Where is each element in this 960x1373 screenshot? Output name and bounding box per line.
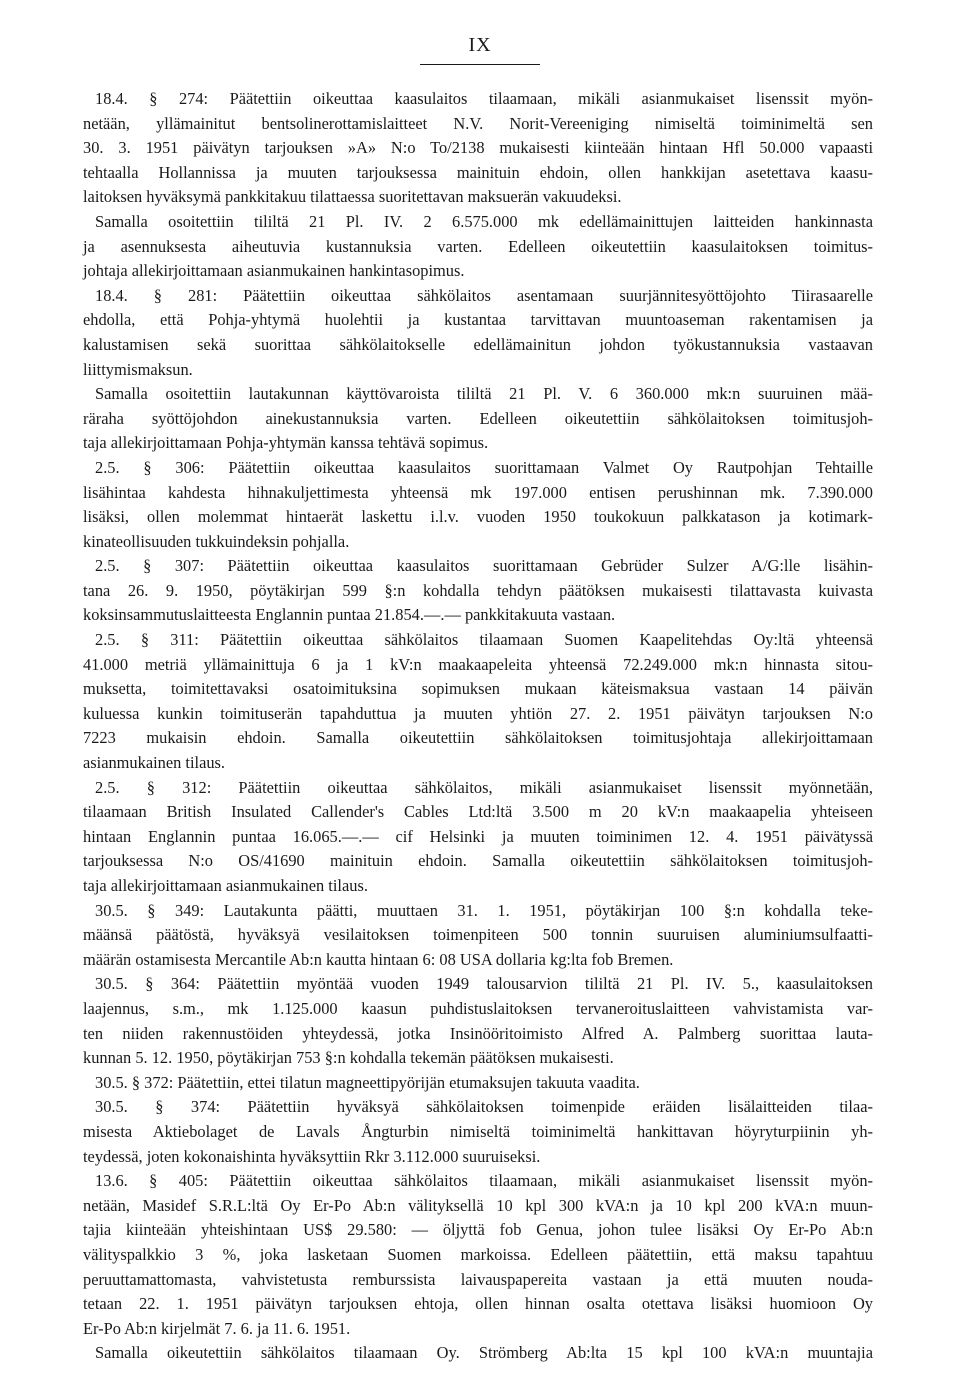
text-line: laitoksen hyväksymä pankkitakuu tilattaessa suoritettavan maksuerän vakuudeksi. bbox=[83, 187, 622, 207]
text-line: Samalla osoitettiin lautakunnan käyttövaroista tililtä 21 Pl. V. 6 360.000 mk:n suuruinen mää- bbox=[95, 384, 873, 404]
text-line: Samalla oikeutettiin sähkölaitos tilaamaan Oy. Strömberg Ab:lta 15 kpl 100 kVA:n muuntajia bbox=[95, 1343, 873, 1363]
text-line: hintaan Englannin puntaa 16.065.—.— cif Helsinki ja muuten toiminimen 12. 4. 1951 päivätyssä bbox=[83, 826, 873, 846]
text-line: lisäksi, ollen molemmat hintaerät laskettu i.l.v. vuoden 1950 toukokuun palkkatason ja kotimark- bbox=[83, 507, 873, 527]
text-line: koksinsammutuslaitteesta Englannin puntaa 21.854.—.— pankkitakuuta vastaan. bbox=[83, 605, 616, 625]
text-line: räraha syöttöjohdon ainekustannuksia varten. Edelleen oikeutettiin sähkölaitoksen toimitusjoh- bbox=[83, 408, 873, 428]
text-line: Er-Po Ab:n kirjelmät 7. 6. ja 11. 6. 1951. bbox=[83, 1318, 351, 1338]
text-line: tetaan 22. 1. 1951 päivätyn tarjouksen ehtoja, ollen hinnan osalta otettava lisäksi huomioon Oy bbox=[83, 1294, 873, 1314]
body-text bbox=[83, 87, 873, 1366]
text-line: teydessä, joten kokonaishinta hyväksyttiin Rkr 3.112.000 suuruiseksi. bbox=[83, 1146, 541, 1166]
text-line: 2.5. § 307: Päätettiin oikeuttaa kaasulaitos suorittamaan Gebrüder Sulzer A/G:lle lisähin- bbox=[95, 556, 873, 576]
text-line: tajia kiinteään yhteishintaan US$ 29.580: — öljyttä fob Genua, johon tulee lisäksi Oy Er-Po Ab:n bbox=[83, 1220, 873, 1240]
text-line: 2.5. § 306: Päätettiin oikeuttaa kaasulaitos suorittamaan Valmet Oy Rautpohjan Tehtaille bbox=[95, 457, 873, 477]
text-line: 18.4. § 281: Päätettiin oikeuttaa sähkölaitos asentamaan suurjännitesyöttöjohto Tiirasaarelle bbox=[95, 285, 873, 305]
text-line: 30.5. § 372: Päätettiin, ettei tilatun magneettipyörijän etumaksujen takuuta vaadita. bbox=[95, 1072, 640, 1092]
text-line: 41.000 metriä yllämainittuja 6 ja 1 kV:n maakaapeleita yhteensä 72.249.000 mk:n hinnasta sitou- bbox=[83, 654, 873, 674]
text-line: lisähintaa kahdesta hihnakuljettimesta yhteensä mk 197.000 entisen perushinnan mk. 7.390.000 bbox=[83, 482, 873, 502]
text-line: tarjouksessa N:o OS/41690 mainituin ehdoin. Samalla oikeutettiin sähkölaitoksen toimitusjoh- bbox=[83, 851, 873, 871]
text-line: Samalla osoitettiin tililtä 21 Pl. IV. 2 6.575.000 mk edellämainittujen laitteiden hankinnasta bbox=[95, 211, 873, 231]
text-line: kuluessa kunkin toimituserän tapahduttua ja muuten yhtiön 27. 2. 1951 päivätyn tarjouksen N:o bbox=[83, 703, 873, 723]
text-line: kunnan 5. 12. 1950, pöytäkirjan 753 §:n kohdalla tekemän päätöksen mukaisesti. bbox=[83, 1048, 614, 1068]
text-line: kalustamisen sekä suorittaa sähkölaitokselle edellämainitun johdon työkustannuksia vastaavan bbox=[83, 334, 873, 354]
text-line: taja allekirjoittamaan Pohja-yhtymän kanssa tehtävä sopimus. bbox=[83, 433, 489, 453]
text-line: asianmukainen tilaus. bbox=[83, 753, 226, 773]
text-line: misesta Aktiebolaget de Lavals Ångturbin nimiseltä toiminimeltä hankittavan höyryturpiinin yh- bbox=[83, 1121, 873, 1141]
text-line: määrän ostamisesta Mercantile Ab:n kautta hintaan 6: 08 USA dollaria kg:lta fob Bremen. bbox=[83, 949, 674, 969]
text-line: välityspalkkio 3 %, joka lasketaan Suomen markoissa. Edelleen päätettiin, että maksu tapahtuu bbox=[83, 1244, 873, 1264]
header-rule bbox=[420, 64, 540, 65]
text-line: ten niiden rakennustöiden yhteydessä, jotka Insinööritoimisto Alfred A. Palmberg suorittaa lauta- bbox=[83, 1023, 873, 1043]
text-line: 7223 mukaisin ehdoin. Samalla oikeutettiin sähkölaitoksen toimitusjohtaja allekirjoittamaan bbox=[83, 728, 873, 748]
text-line: 2.5. § 311: Päätettiin oikeuttaa sähkölaitos tilaamaan Suomen Kaapelitehdas Oy:ltä yhteensä bbox=[95, 630, 873, 650]
text-line: 30. 3. 1951 päivätyn tarjouksen »A» N:o To/2138 mukaisesti kiinteään hintaan Hfl 50.000 vapaasti bbox=[83, 138, 873, 158]
text-line: kinateollisuuden tukkuindeksin pohjalla. bbox=[83, 531, 350, 551]
text-line: tilaamaan British Insulated Callender's Cables Ltd:ltä 3.500 m 20 kV:n maakaapelia yhteiseen bbox=[83, 802, 873, 822]
text-line: 2.5. § 312: Päätettiin oikeuttaa sähkölaitos, mikäli asianmukaiset lisenssit myönnetään, bbox=[95, 777, 873, 797]
text-line: netään, yllämainitut bentsolinerottamislaitteet N.V. Norit-Vereeniging nimiseltä toiminimeltä sen bbox=[83, 113, 873, 133]
text-line: tana 26. 9. 1950, pöytäkirjan 599 §:n kohdalla tehdyn päätöksen mukaisesti tilattavasta kuivasta bbox=[83, 580, 873, 600]
text-line: johtaja allekirjoittamaan asianmukainen hankintasopimus. bbox=[83, 261, 465, 281]
text-line: taja allekirjoittamaan asianmukainen tilaus. bbox=[83, 876, 368, 895]
text-line: 30.5. § 349: Lautakunta päätti, muuttaen 31. 1. 1951, pöytäkirjan 100 §:n kohdalla teke- bbox=[95, 900, 873, 920]
text-line: ehdolla, että Pohja-yhtymä huolehtii ja kustantaa tarvittavan muuntoaseman rakentamisen ja bbox=[83, 310, 873, 330]
text-line: määnsä päätöstä, hyväksyä vesilaitoksen toimenpiteen 500 tonnin suuruisen aluminiumsulfaatti- bbox=[83, 925, 873, 945]
text-line: 30.5. § 374: Päätettiin hyväksyä sähkölaitoksen toimenpide eräiden lisälaitteiden tilaa- bbox=[95, 1097, 873, 1117]
text-line: peruuttamattomasta, vahvistetusta remburssista laivauspapereita vastaan ja että muuten nouda- bbox=[83, 1269, 873, 1289]
text-line: liittymismaksun. bbox=[83, 359, 193, 379]
text-line: 18.4. § 274: Päätettiin oikeuttaa kaasulaitos tilaamaan, mikäli asianmukaiset lisenssit myön- bbox=[95, 89, 873, 108]
text-line: muksetta, toimitettavaksi osatoimituksina sopimuksen mukaan käteismaksua vastaan 14 päivän bbox=[83, 679, 873, 699]
text-line: ja asennuksesta aiheutuvia kustannuksia varten. Edelleen oikeutettiin kaasulaitoksen toimitus- bbox=[83, 236, 873, 256]
page-number: IX bbox=[468, 34, 492, 56]
text-line: tehtaalla Hollannissa ja muuten tarjouksessa mainituin ehdoin, ollen hankkijan asetettava kaasu- bbox=[83, 162, 873, 182]
text-line: 13.6. § 405: Päätettiin oikeuttaa sähkölaitos tilaamaan, mikäli asianmukaiset lisenssit myön- bbox=[95, 1171, 873, 1191]
text-line: laajennus, s.m., mk 1.125.000 kaasun puhdistuslaitoksen tervaneroituslaitteen vahvistamista var- bbox=[83, 998, 873, 1018]
text-line: netään, Masidef S.R.L:ltä Oy Er-Po Ab:n välityksellä 10 kpl 300 kVA:n ja 10 kpl 200 kVA:n muun- bbox=[83, 1195, 873, 1215]
text-line: 30.5. § 364: Päätettiin myöntää vuoden 1949 talousarvion tililtä 21 Pl. IV. 5., kaasulaitoksen bbox=[95, 974, 873, 994]
